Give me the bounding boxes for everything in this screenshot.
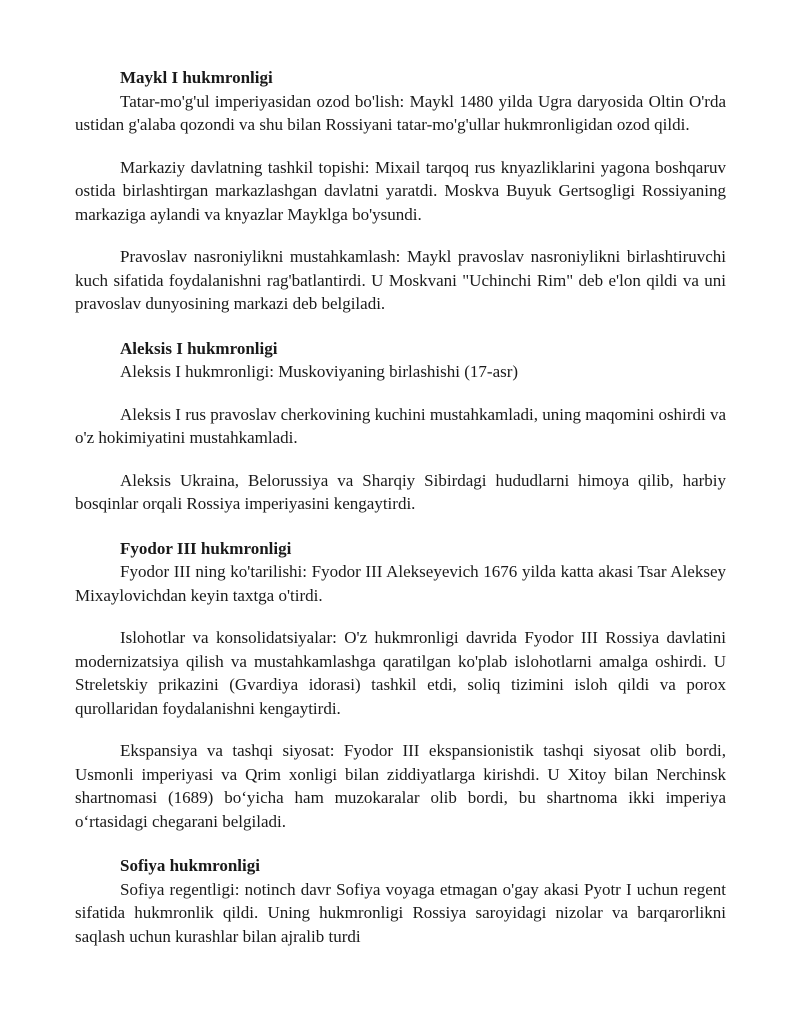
section-heading-maykl: Maykl I hukmronligi bbox=[120, 68, 273, 87]
document-body bbox=[75, 66, 726, 948]
paragraph: Aleksis Ukraina, Belorussiya va Sharqiy Sibirdagi hududlarni himoya qilib, harbiy bosqinlar orqali Rossiya imperiyasini kengaytirdi. bbox=[75, 470, 726, 513]
paragraph: Aleksis I rus pravoslav cherkovining kuchini mustahkamladi, uning maqomini oshirdi va o'z hokimiyatini mustahkamladi. bbox=[75, 404, 726, 447]
paragraph: Aleksis I hukmronligi: Muskoviyaning birlashishi (17-asr) bbox=[120, 362, 519, 381]
paragraph: Islohotlar va konsolidatsiyalar: O'z hukmronligi davrida Fyodor III Rossiya davlatini modernizatsiya qilish va mustahkamlashga qaratilgan ko'plab islohotlarni amalga oshirdi. U Streletskiy prikazini (Gvardiya idorasi) tashkil etdi, soliq tizimini isloh qildi va porox qurollaridan foydalanishni kengaytirdi. bbox=[75, 628, 726, 718]
section-heading-fyodor: Fyodor III hukmronligi bbox=[120, 538, 292, 558]
section-heading-sofiya: Sofiya hukmronligi bbox=[120, 856, 260, 875]
paragraph: Markaziy davlatning tashkil topishi: Mixail tarqoq rus knyazliklarini yagona boshqaruv ostida birlashtirgan markazlashgan davlatni yaratdi. Moskva Buyuk Gertsogligi Rossiyaning markaziga aylandi va knyazlar Mayklga bo'ysundi. bbox=[75, 157, 726, 224]
paragraph: Sofiya regentligi: notinch davr Sofiya voyaga etmagan o'gay akasi Pyotr I uchun regent sifatida hukmronlik qildi. Uning hukmronligi Rossiya saroyidagi nizolar va barqarorlikni saqlash uchun kurashlar bilan ajralib turdi bbox=[75, 879, 726, 946]
paragraph: Ekspansiya va tashqi siyosat: Fyodor III ekspansionistik tashqi siyosat olib bordi, Usmonli imperiyasi va Qrim xonligi bilan ziddiyatlarga kirishdi. U Xitoy bilan Nerchinsk shartnomasi (1689) bo‘yicha ham muzokaralar olib bordi, bu shartnoma ikki imperiya o‘rtasidagi chegarani belgiladi. bbox=[75, 741, 726, 831]
paragraph: Tatar-mo'g'ul imperiyasidan ozod bo'lish: Maykl 1480 yilda Ugra daryosida Oltin O'rda ustidan g'alaba qozondi va shu bilan Rossiyani tatar-mo'g'ullar hukmronligidan ozod qildi. bbox=[75, 91, 726, 134]
section-heading-aleksis: Aleksis I hukmronligi bbox=[120, 338, 278, 358]
paragraph: Pravoslav nasroniylikni mustahkamlash: Maykl pravoslav nasroniylikni birlashtiruvchi kuch sifatida foydalanishni rag'batlantirdi. U Moskvani "Uchinchi Rim" deb e'lon qildi va uni pravoslav dunyosining markazi deb belgiladi. bbox=[75, 247, 726, 313]
paragraph: Fyodor III ning ko'tarilishi: Fyodor III Alekseyevich 1676 yilda katta akasi Tsar Aleksey Mixaylovichdan keyin taxtga o'tirdi. bbox=[75, 562, 726, 605]
